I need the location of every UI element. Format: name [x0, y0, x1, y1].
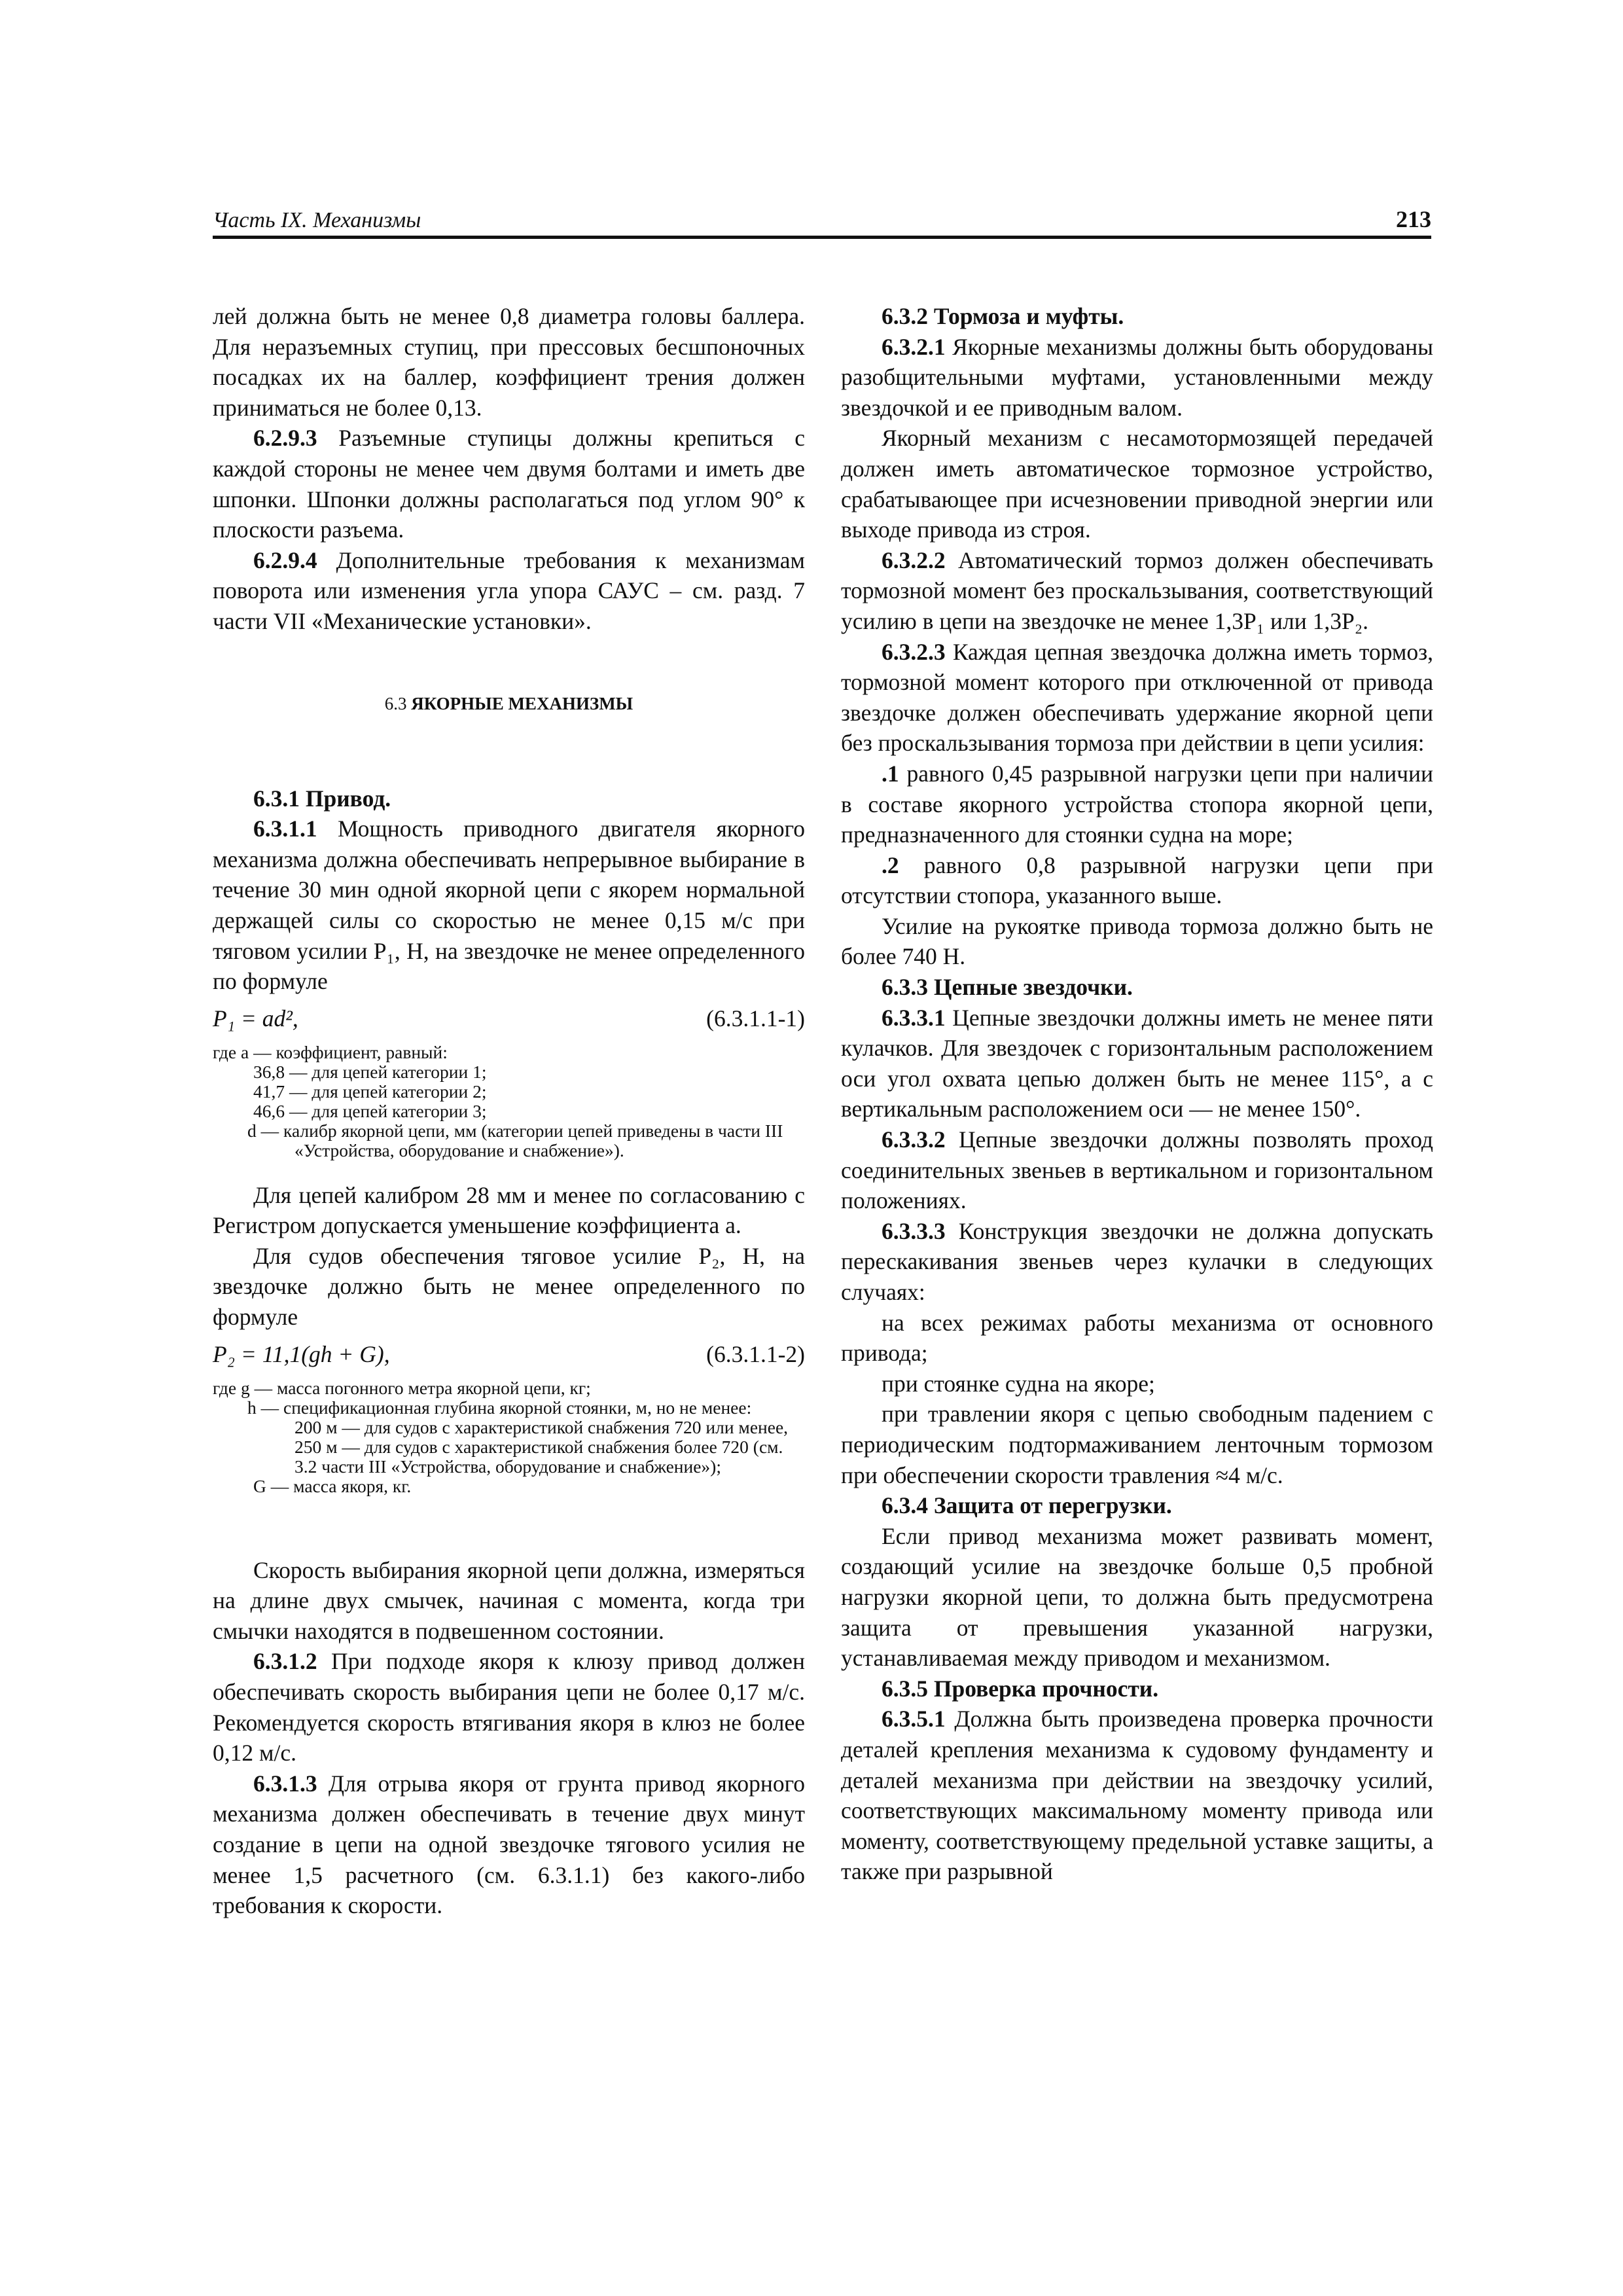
clause-text: Дополнительные требования к механизмам поворота или изменения угла упора САУС – см. разд. 7 части VII «Механические установки».	[213, 547, 805, 634]
case-main-drive: на всех режимах работы механизма от основного привода;	[841, 1309, 1433, 1367]
formula-expression: P₂ = 11,1(gh + G),	[213, 1340, 390, 1367]
clause-number: 6.3.2.3	[882, 638, 946, 665]
header-title: Часть IX. Механизмы	[213, 208, 421, 232]
clause-number: 6.3.5.1	[882, 1706, 946, 1732]
clause-title: Тормоза и муфты.	[928, 303, 1124, 329]
legend-line: 41,7 — для цепей категории 2;	[253, 1081, 487, 1102]
clause-text: Для отрыва якоря от грунта привод якорного механизма должен обеспечивать в течение двух минут создание в цепи на одной звездочке тягового усилия не менее 1,5 расчетного (см. 6.3.1.1) без какого-либо требования к скорости.	[213, 1770, 805, 1919]
paragraph-6-3-2-1	[841, 332, 1433, 423]
clause-title: Привод.	[300, 785, 391, 812]
clause-number: 6.3.1	[253, 785, 300, 812]
clause-text: Цепные звездочки должны иметь не менее пяти кулачков. Для звездочек с горизонтальным расположением оси угол охвата цепью должен быть не менее 115°, а с вертикальным расположением оси — не менее 150°.	[841, 1004, 1433, 1122]
section-number: 6.3	[384, 693, 407, 713]
clause-text: Якорные механизмы должны быть оборудованы разобщительными муфтами, установленными между звездочкой и ее приводным валом.	[841, 333, 1433, 421]
heading-6-3-5	[841, 1674, 1433, 1704]
running-header	[213, 196, 1431, 239]
paragraph-6-3-1-3	[213, 1768, 805, 1921]
item-number: .2	[882, 852, 899, 878]
legend-line: где g — масса погонного метра якорной цепи, кг;	[213, 1377, 591, 1398]
paragraph-6-3-2-2	[841, 545, 1433, 637]
legend-line: где a — коэффициент, равный:	[213, 1041, 448, 1062]
clause-text: Должна быть произведена проверка прочности деталей крепления механизма к судовому фундаменту и деталей механизма при действии на звездочку усилий, соответствующих максимальному моменту привода или моменту, соответствующему предельной уставке защиты, а также при разрывной	[841, 1706, 1433, 1885]
list-item-2	[841, 850, 1433, 911]
clause-text: Мощность приводного двигателя якорного механизма должна обеспечивать непрерывное выбирание в течение 30 мин одной якорной цепи с якорем нормальной держащей силы со скоростью не менее 0,15 м/с при тяговом усилии P₁, Н, на звездочке не менее определенного по формуле	[213, 816, 805, 995]
formula-2-legend	[213, 1378, 805, 1496]
clause-number: 6.3.2	[882, 303, 928, 329]
clause-text: Каждая цепная звездочка должна иметь тормоз, тормозной момент которого при отключенной от привода звездочке должен обеспечивать удержание якорной цепи без проскальзывания тормоза при действии в цепи усилия:	[841, 638, 1433, 757]
left-column	[213, 301, 805, 1921]
clause-number: 6.3.5	[882, 1675, 928, 1702]
paragraph-calibre: Для цепей калибром 28 мм и менее по согласованию с Регистром допускается уменьшение коэффициента a.	[213, 1181, 805, 1239]
paragraph-6-3-1-2	[213, 1646, 805, 1768]
clause-number: 6.3.3.1	[882, 1004, 946, 1031]
section-heading	[213, 691, 805, 717]
legend-line: 46,6 — для цепей категории 3;	[253, 1100, 487, 1121]
clause-number: 6.3.4	[882, 1492, 928, 1519]
paragraph-6-3-3-1	[841, 1003, 1433, 1124]
clause-title: Защита от перегрузки.	[928, 1492, 1172, 1519]
list-item-1	[841, 759, 1433, 850]
clause-number: 6.3.3.2	[882, 1126, 946, 1153]
legend-line: h — спецификационная глубина якорной стоянки, м, но не менее:	[247, 1397, 752, 1418]
paragraph-6-3-1-1	[213, 814, 805, 997]
paragraph-brake-handle: Усилие на рукоятке привода тормоза должно быть не более 740 Н.	[841, 912, 1433, 970]
legend-line: 200 м — для судов с характеристикой снабжения 720 или менее,	[294, 1416, 789, 1437]
clause-number: 6.2.9.4	[253, 547, 317, 573]
formula-2	[213, 1339, 805, 1376]
formula-number: (6.3.1.1-2)	[706, 1340, 805, 1367]
clause-text: Конструкция звездочки не должна допускать перескакивания звеньев через кулачки в следующих случаях:	[841, 1217, 1433, 1305]
page-number: 213	[1396, 206, 1431, 232]
clause-number: 6.3.2.2	[882, 547, 946, 573]
clause-number: 6.2.9.3	[253, 425, 317, 452]
paragraph-non-self-braking: Якорный механизм с несамотормозящей передачей должен иметь автоматическое тормозное устройство, срабатывающее при исчезновении приводной энергии или выходе привода из строя.	[841, 425, 1433, 543]
formula-expression: P₁ = ad²,	[213, 1005, 298, 1031]
paragraph-supply-vessels: Для судов обеспечения тяговое усилие P₂, Н, на звездочке должно быть не менее определенного по формуле	[213, 1242, 805, 1331]
right-column	[841, 301, 1433, 1887]
item-text: равного 0,45 разрывной нагрузки цепи при наличии в составе якорного устройства стопора якорной цепи, предназначенного для стоянки судна на море;	[841, 760, 1433, 848]
formula-number: (6.3.1.1-1)	[706, 1005, 805, 1031]
legend-line: 250 м — для судов с характеристикой снабжения более 720 (см. 3.2 части III «Устройства, оборудование и снабжение»);	[294, 1436, 783, 1477]
paragraph-6-3-2-3	[841, 637, 1433, 759]
clause-text: Автоматический тормоз должен обеспечивать тормозной момент без проскальзывания, соответствующий усилию в цепи на звездочке не менее 1,3P₁ или 1,3P₂.	[841, 547, 1433, 634]
paragraph-overload: Если привод механизма может развивать момент, создающий усилие на звездочке больше 0,5 пробной нагрузки якорной цепи, то должна быть предусмотрена защита от превышения указанной нагрузки, устанавливаемая между приводом и механизмом.	[841, 1522, 1433, 1672]
heading-6-3-4	[841, 1490, 1433, 1521]
case-free-fall: при травлении якоря с цепью свободным падением с периодическим подтормаживанием ленточным тормозом при обеспечении скорости травления ≈4 м/с.	[841, 1401, 1433, 1488]
paragraph-6-2-9-4	[213, 545, 805, 637]
legend-line: G — масса якоря, кг.	[253, 1475, 412, 1496]
formula-1-legend	[213, 1043, 805, 1160]
paragraph-6-3-5-1	[841, 1704, 1433, 1887]
clause-title: Цепные звездочки.	[928, 974, 1133, 1001]
paragraph-hauling-speed: Скорость выбирания якорной цепи должна, измеряться на длине двух смычек, начиная с момента, когда три смычки находятся в подвешенном состоянии.	[213, 1556, 805, 1644]
paragraph-6-3-3-3	[841, 1216, 1433, 1308]
paragraph-continued: лей должна быть не менее 0,8 диаметра головы баллера. Для неразъемных ступиц, при прессовых бесшпоночных посадках их на баллер, коэффициент трения должен приниматься не более 0,13.	[213, 303, 805, 421]
clause-text: Цепные звездочки должны позволять проход соединительных звеньев в вертикальном и горизонтальном положениях.	[841, 1126, 1433, 1214]
clause-number: 6.3.3.3	[882, 1217, 946, 1244]
heading-6-3-1	[213, 783, 805, 814]
clause-text: При подходе якоря к клюзу привод должен обеспечивать скорость выбирания цепи не более 0,17 м/с. Рекомендуется скорость втягивания якоря в клюз не более 0,12 м/с.	[213, 1648, 805, 1767]
clause-text: Разъемные ступицы должны крепиться с каждой стороны не менее чем двумя болтами и иметь две шпонки. Шпонки должны располагаться под углом 90° к плоскости разъема.	[213, 425, 805, 543]
formula-1	[213, 1003, 805, 1040]
section-title: ЯКОРНЫЕ МЕХАНИЗМЫ	[411, 693, 633, 713]
item-number: .1	[882, 760, 899, 787]
case-at-anchor: при стоянке судна на якоре;	[882, 1370, 1155, 1397]
clause-title: Проверка прочности.	[928, 1675, 1159, 1702]
paragraph-6-2-9-3	[213, 423, 805, 545]
clause-number: 6.3.1.2	[253, 1648, 317, 1675]
heading-6-3-3	[841, 972, 1433, 1003]
item-text: равного 0,8 разрывной нагрузки цепи при отсутствии стопора, указанного выше.	[841, 852, 1433, 909]
clause-number: 6.3.1.3	[253, 1770, 317, 1797]
legend-line: d — калибр якорной цепи, мм (категории цепей приведены в части III «Устройства, оборудование и снабжение»).	[247, 1120, 783, 1160]
heading-6-3-2	[841, 301, 1433, 332]
clause-number: 6.3.2.1	[882, 333, 946, 360]
clause-number: 6.3.1.1	[253, 816, 317, 842]
legend-line: 36,8 — для цепей категории 1;	[253, 1061, 487, 1082]
clause-number: 6.3.3	[882, 974, 928, 1001]
paragraph-6-3-3-2	[841, 1124, 1433, 1216]
